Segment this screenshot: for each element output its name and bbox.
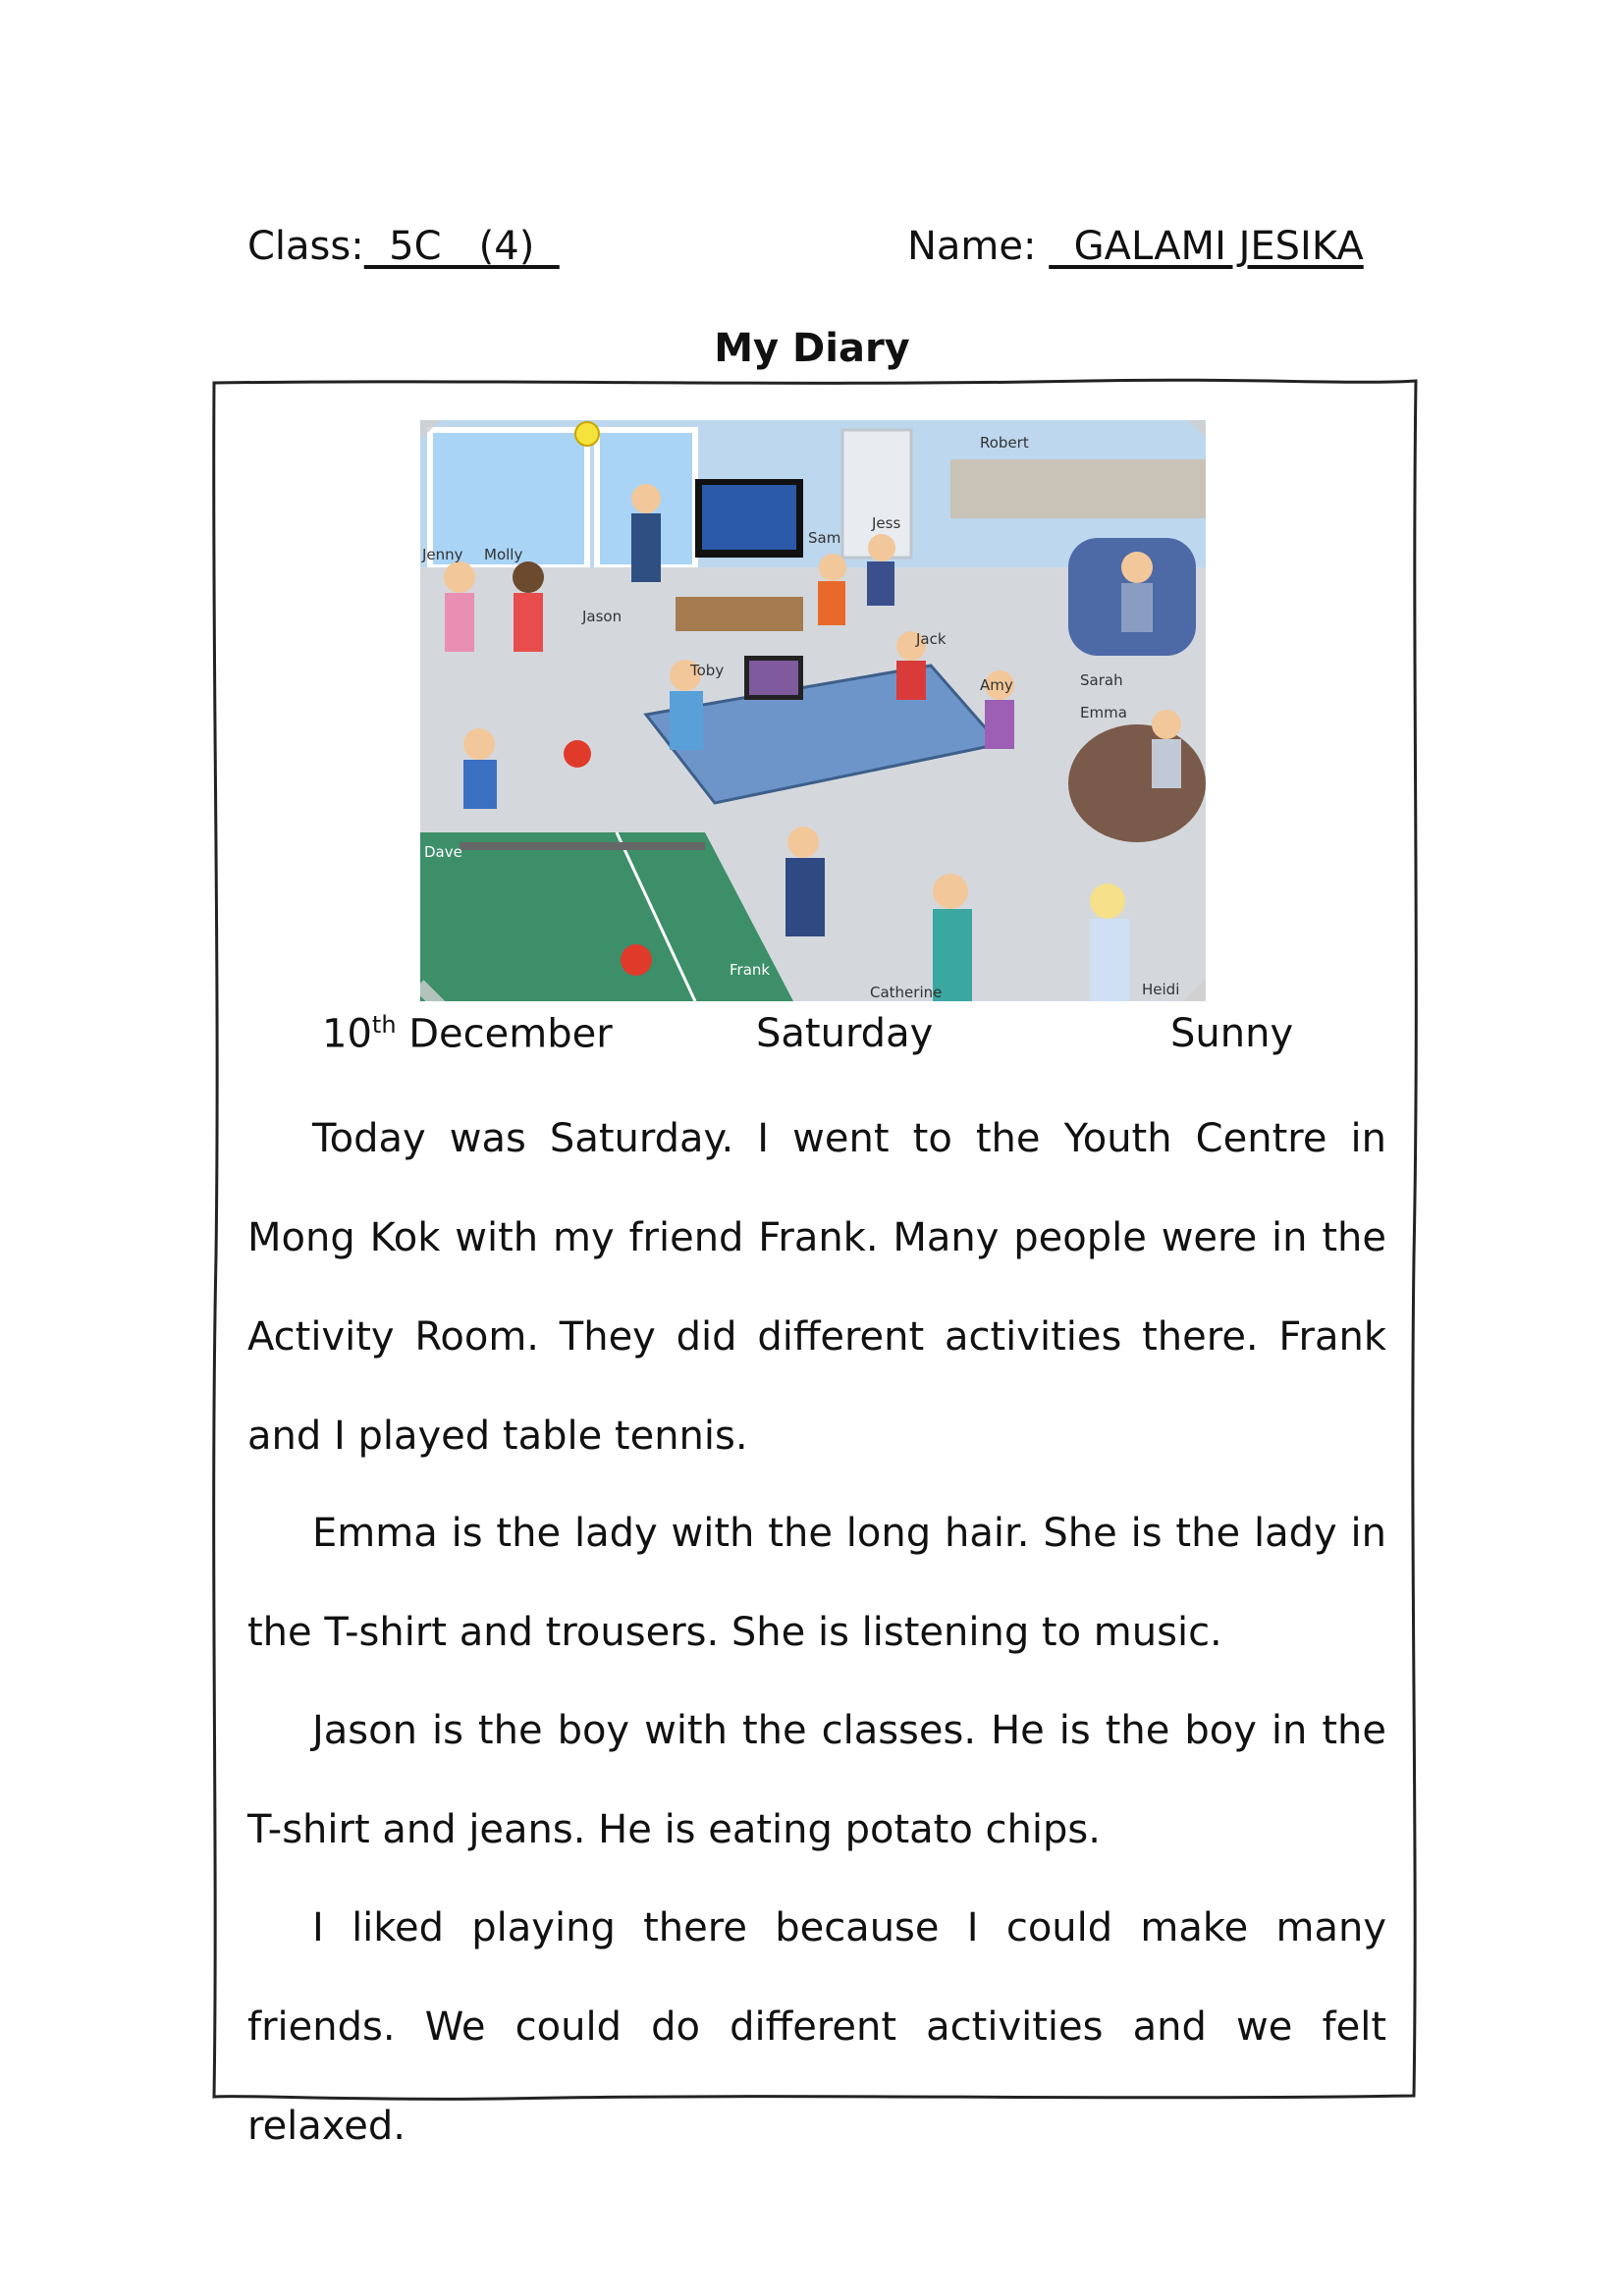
date-suffix: th xyxy=(371,1011,397,1039)
diary-paragraph: I liked playing there because I could make many friends. We could do different activities and we felt relaxed. xyxy=(247,1905,1386,2149)
label-amy: Amy xyxy=(980,676,1013,694)
label-frank: Frank xyxy=(730,961,771,979)
diary-paragraph: Today was Saturday. I went to the Youth Centre in Mong Kok with my friend Frank. Many people were in the Activity Room. They did different activities there. Frank and I played table tennis. xyxy=(247,1116,1386,1459)
name-field xyxy=(907,224,1364,269)
label-dave: Dave xyxy=(424,843,462,861)
entry-date xyxy=(322,1011,613,1056)
label-molly: Molly xyxy=(484,546,523,563)
label-robert: Robert xyxy=(980,434,1029,452)
name-value: GALAMI JESIKA xyxy=(1049,224,1364,269)
page-title: My Diary xyxy=(714,326,910,371)
label-sarah: Sarah xyxy=(1080,671,1123,689)
label-heidi: Heidi xyxy=(1142,981,1180,998)
label-jess: Jess xyxy=(872,514,901,532)
class-field xyxy=(247,224,560,269)
label-toby: Toby xyxy=(690,662,725,679)
date-month: December xyxy=(396,1011,613,1057)
label-jack: Jack xyxy=(916,630,947,648)
class-value: 5C (4) xyxy=(363,224,560,269)
label-jenny: Jenny xyxy=(422,546,463,563)
entry-weather: Sunny xyxy=(1170,1011,1294,1056)
label-catherine: Catherine xyxy=(870,984,943,1001)
entry-weekday: Saturday xyxy=(756,1011,934,1056)
date-day: 10 xyxy=(322,1011,372,1057)
label-jason: Jason xyxy=(582,608,623,625)
diary-paragraph: Jason is the boy with the classes. He is the boy in the T-shirt and jeans. He is eating potato chips. xyxy=(247,1708,1386,1852)
activity-room-illustration xyxy=(420,420,1206,1001)
label-emma: Emma xyxy=(1080,704,1127,721)
name-label: Name: xyxy=(907,224,1037,269)
class-label: Class: xyxy=(247,224,364,269)
diary-paragraph: Emma is the lady with the long hair. She is the lady in the T-shirt and trousers. She is listening to music. xyxy=(247,1511,1386,1655)
label-sam: Sam xyxy=(808,529,841,547)
